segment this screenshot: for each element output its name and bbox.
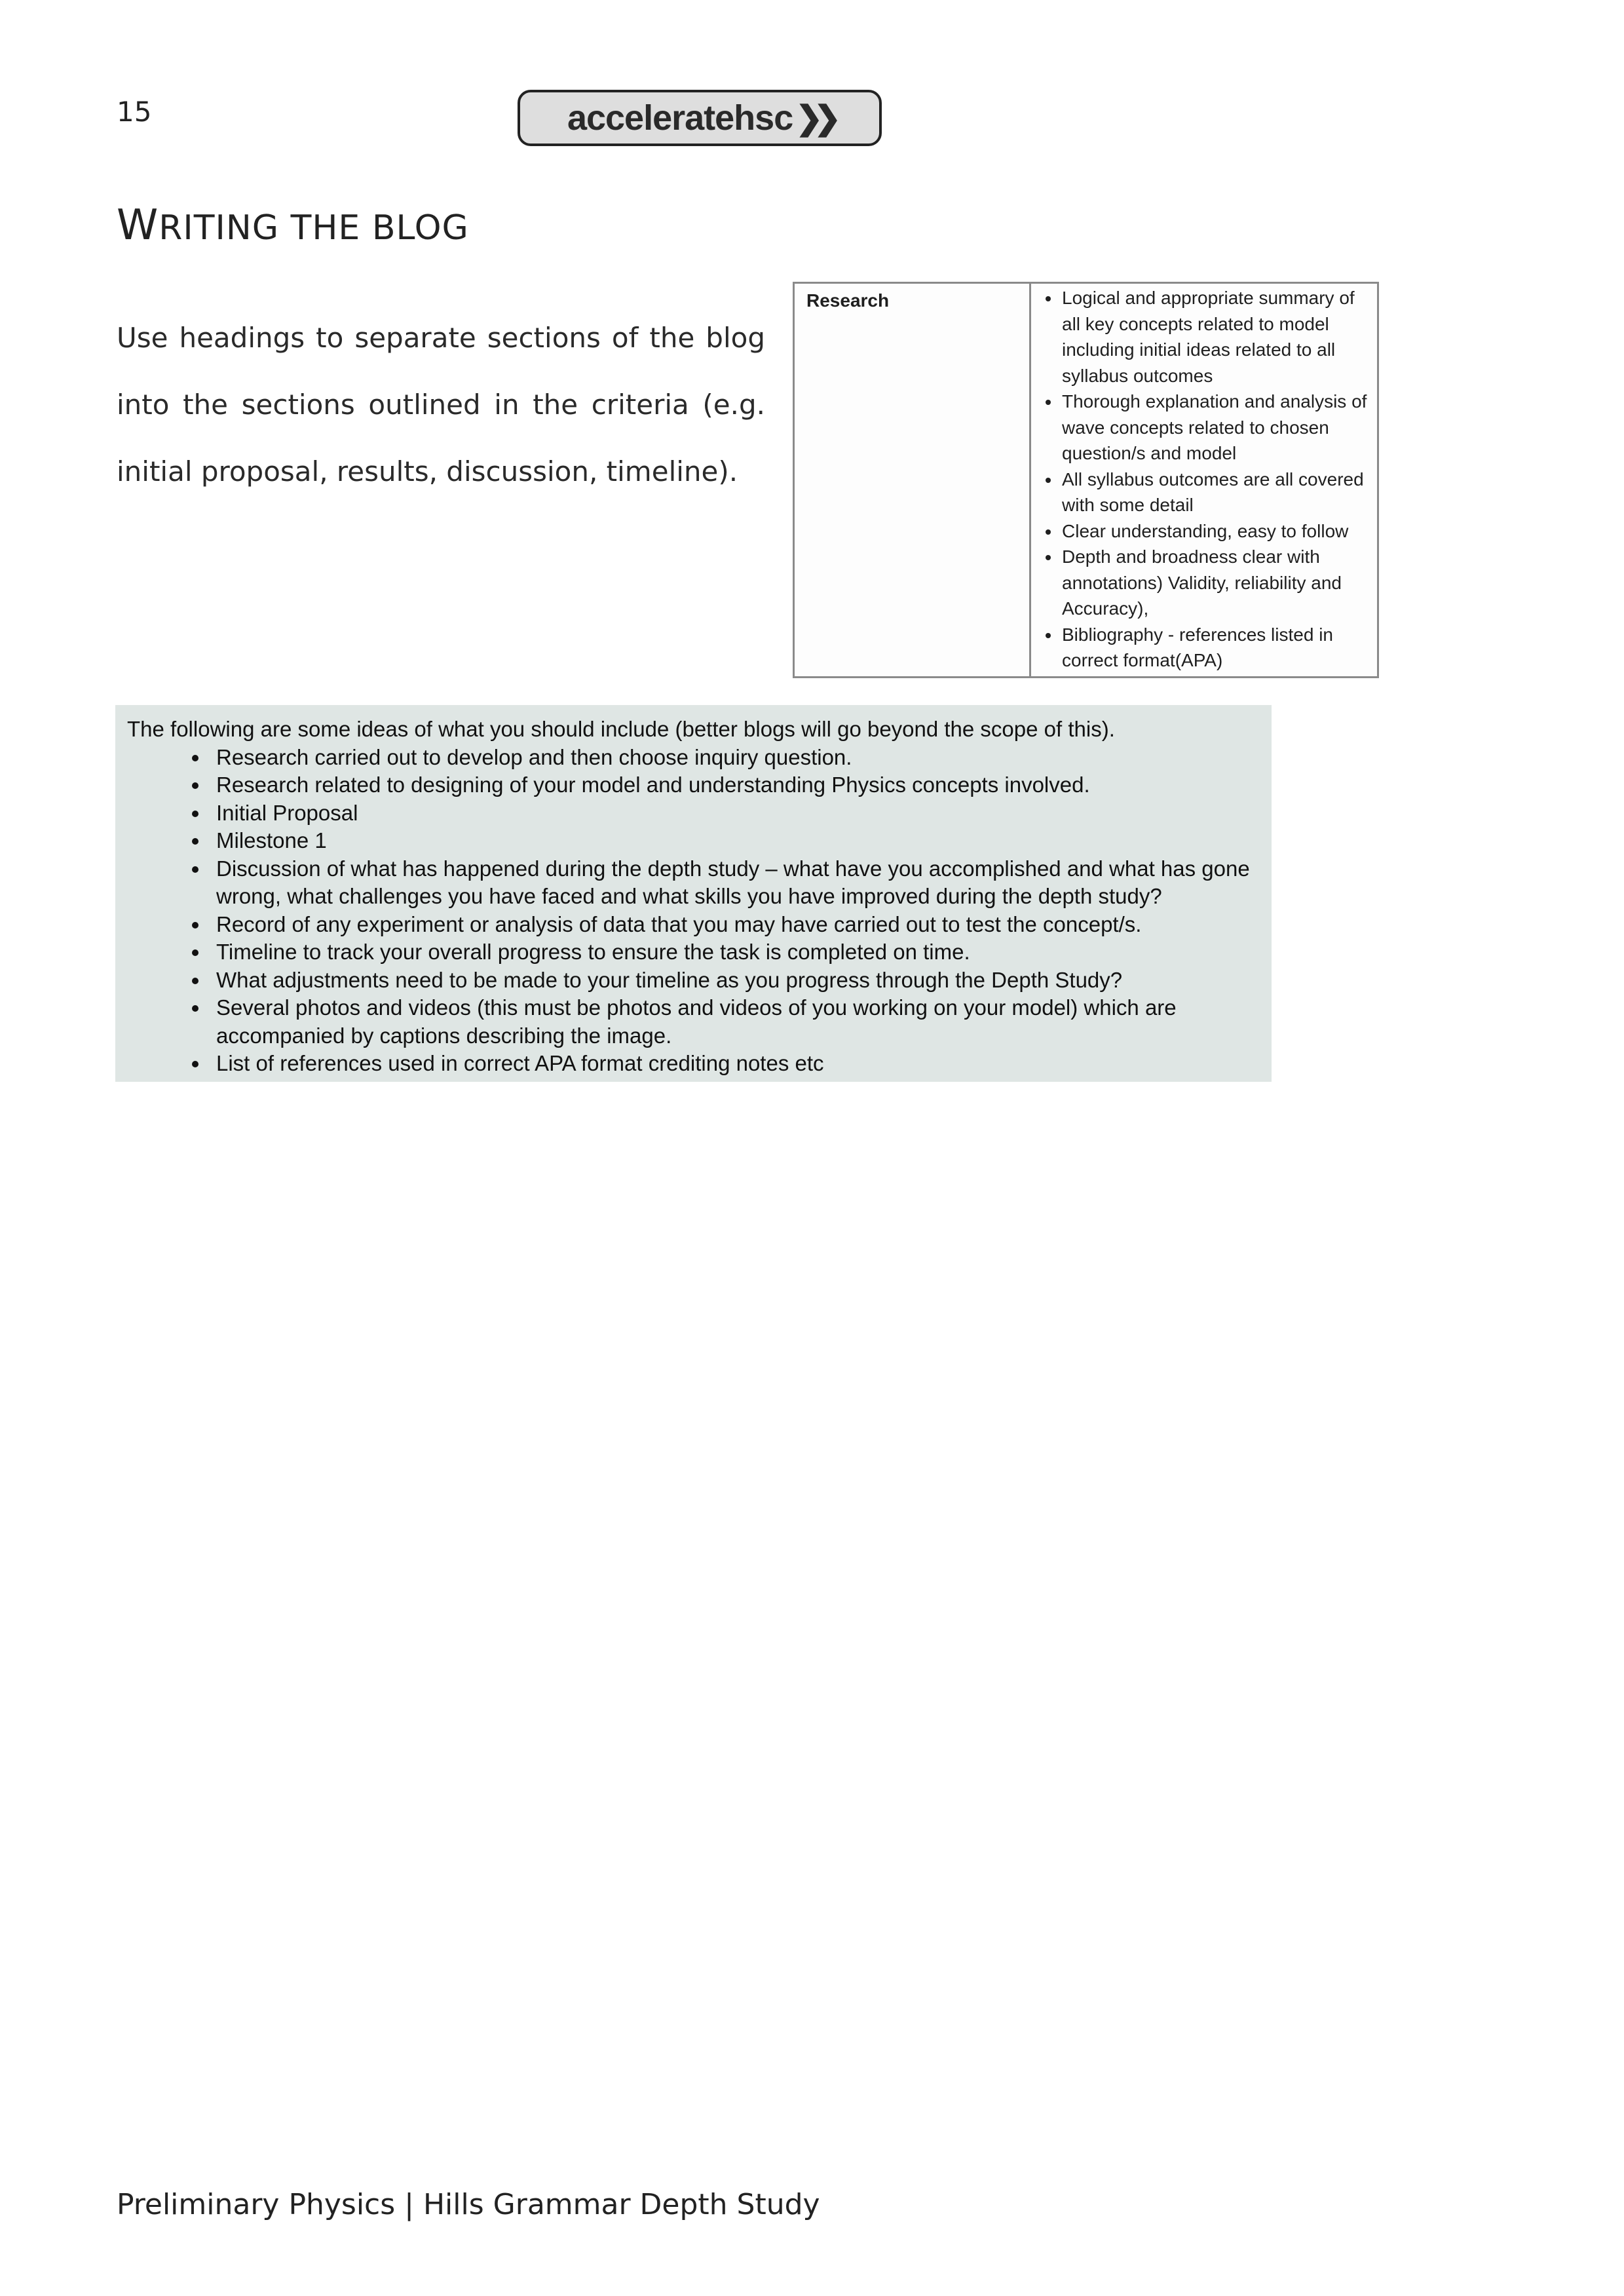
- idea-item: • Several photos and videos (this must be photos and videos of you working on your model) which are accompanied by captions describing the image.: [210, 994, 1260, 1050]
- criteria-row: [794, 283, 1378, 678]
- criteria-item: • Bibliography - references listed in correct format(APA): [1061, 622, 1377, 674]
- idea-item: • List of references used in correct APA format crediting notes etc: [210, 1050, 1260, 1078]
- idea-item: • Milestone 1: [210, 827, 1260, 855]
- idea-item: • Timeline to track your overall progress to ensure the task is completed on time.: [210, 938, 1260, 966]
- marking-criteria-table: [793, 282, 1379, 678]
- idea-item: • Research related to designing of your model and understanding Physics concepts involved.: [210, 771, 1260, 799]
- criteria-item: • All syllabus outcomes are all covered with some detail: [1061, 467, 1377, 518]
- criteria-item: • Thorough explanation and analysis of wave concepts related to chosen question/s and model: [1061, 389, 1377, 467]
- section-title: [117, 201, 469, 250]
- logo-text: acceleratehsc: [567, 98, 793, 138]
- idea-item: • Initial Proposal: [210, 799, 1260, 828]
- section-title-rest: RITING THE BLOG: [159, 208, 469, 248]
- acceleratehsc-logo: [518, 90, 882, 146]
- ideas-list: [127, 744, 1260, 1078]
- blog-ideas-box: [115, 705, 1272, 1082]
- idea-item: • Research carried out to develop and then choose inquiry question.: [210, 744, 1260, 772]
- section-title-initial: W: [117, 201, 159, 250]
- criteria-item: • Logical and appropriate summary of all key concepts related to model including initial ideas related to all syllabus outcomes: [1061, 285, 1377, 389]
- idea-item: • Discussion of what has happened during the depth study – what have you accomplished and what has gone wrong, what challenges you have faced and what skills you have improved during the depth study?: [210, 855, 1260, 911]
- idea-item: • Record of any experiment or analysis of data that you may have carried out to test the concept/s.: [210, 911, 1260, 939]
- intro-paragraph: Use headings to separate sections of the blog into the sections outlined in the criteria (e.g. initial proposal, results, discussion, timeline).: [117, 322, 765, 488]
- chevron-right-icon: ❯❯: [795, 100, 833, 136]
- criteria-list: [1031, 285, 1377, 674]
- ideas-intro: The following are some ideas of what you should include (better blogs will go beyond the scope of this).: [127, 717, 1115, 741]
- criteria-descriptors: [1030, 283, 1378, 678]
- criteria-label: Research: [794, 283, 1030, 678]
- page-number: 15: [117, 96, 152, 128]
- criteria-item: • Depth and broadness clear with annotations) Validity, reliability and Accuracy),: [1061, 544, 1377, 622]
- idea-item: • What adjustments need to be made to your timeline as you progress through the Depth Study?: [210, 966, 1260, 995]
- page-footer: Preliminary Physics | Hills Grammar Depth Study: [117, 2188, 820, 2221]
- criteria-item: • Clear understanding, easy to follow: [1061, 518, 1377, 545]
